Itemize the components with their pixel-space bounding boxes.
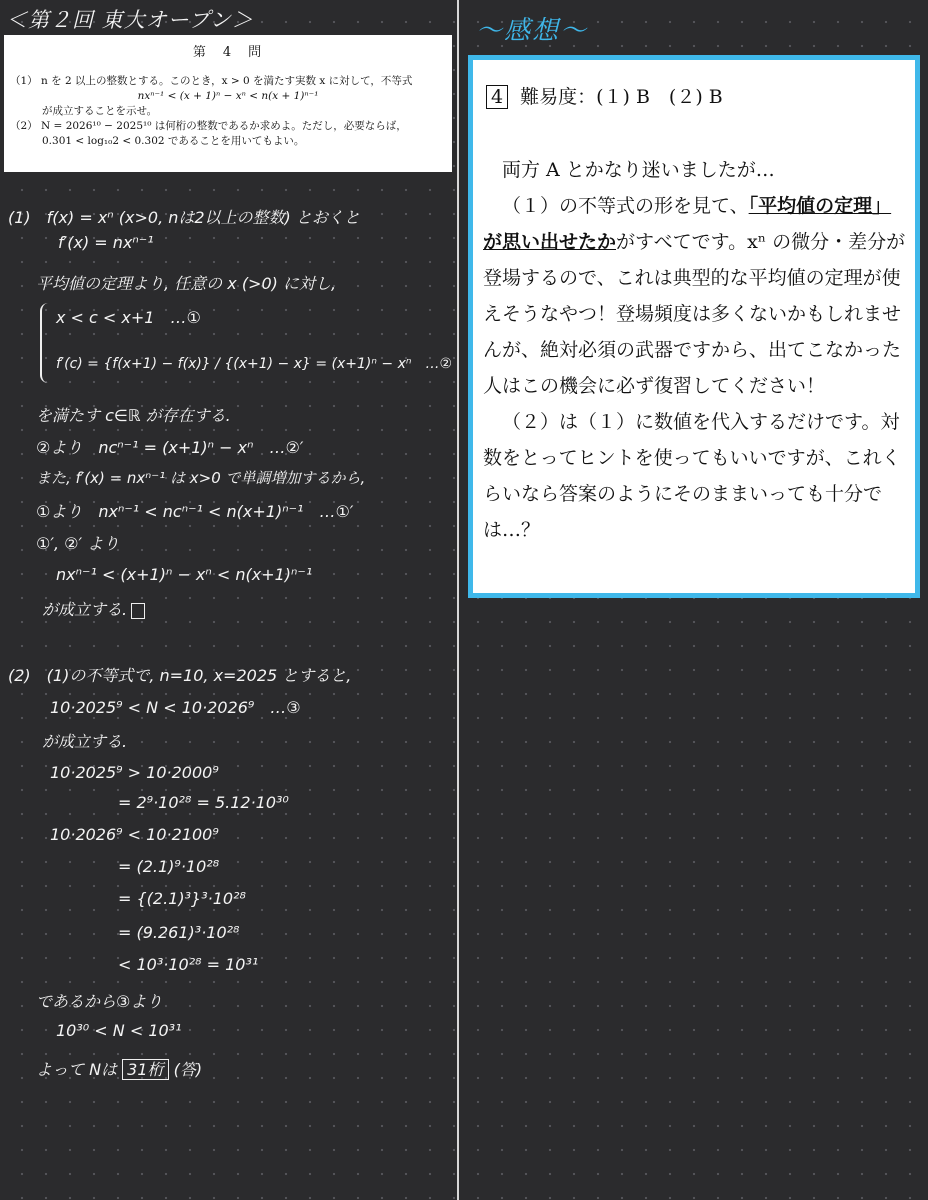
solution-line: < 10³·10²⁸ = 10³¹ bbox=[118, 955, 259, 974]
part-2-tail: 0.301 < log₁₀2 < 0.302 であることを用いてもよい。 bbox=[42, 135, 305, 147]
problem-number: 4 bbox=[486, 85, 508, 109]
solution-line: (1) f(x) = xⁿ (x>0, nは2以上の整数) とおくと bbox=[8, 208, 360, 227]
solution-line: また, f′(x) = nxⁿ⁻¹ は x>0 で単調増加するから, bbox=[36, 469, 366, 487]
impressions-paragraph: 両方 A とかなり迷いましたが… bbox=[502, 159, 775, 181]
qed-box-icon bbox=[131, 603, 145, 619]
impressions-title: 〜感想〜 bbox=[476, 16, 589, 46]
impressions-paragraph: （２）は（１）に数値を代入するだけです。対数をとってヒントを使ってもいいですが、これくらいなら答案のようにそのままいっても十分では…？ bbox=[483, 411, 901, 541]
solution-line: ②より ncⁿ⁻¹ = (x+1)ⁿ − xⁿ …②′ bbox=[36, 438, 304, 457]
solution-line: 10·2025⁹ < N < 10·2026⁹ …③ bbox=[50, 698, 301, 717]
answer-box: 31桁 bbox=[122, 1059, 168, 1080]
solution-line: を満たす c∈ℝ が存在する. bbox=[36, 406, 231, 425]
difficulty-line bbox=[486, 82, 723, 109]
solution-line: 10³⁰ < N < 10³¹ bbox=[56, 1021, 182, 1040]
difficulty-rating: 難易度：(１) B (２) B bbox=[520, 86, 723, 108]
paragraph-text: （１）の不等式の形を見て、 bbox=[502, 195, 749, 217]
problem-part-2 bbox=[10, 119, 446, 134]
key-phrase: 「平均値の定理」が思い出せたか bbox=[483, 195, 892, 253]
part-1-formula: nxⁿ⁻¹ < (x + 1)ⁿ − xⁿ < n(x + 1)ⁿ⁻¹ bbox=[137, 90, 319, 102]
solution-line: 10·2026⁹ < 10·2100⁹ bbox=[50, 825, 219, 844]
part-1-label: （1） bbox=[10, 75, 38, 87]
solution-line: = 2⁹·10²⁸ = 5.12·10³⁰ bbox=[118, 793, 289, 812]
solution-line: f′(x) = nxⁿ⁻¹ bbox=[58, 233, 154, 252]
solution-line: ①より nxⁿ⁻¹ < ncⁿ⁻¹ < n(x+1)ⁿ⁻¹ …①′ bbox=[36, 502, 354, 521]
part-1-tail: が成立することを示せ。 bbox=[42, 105, 158, 117]
solution-line: ①′, ②′ より bbox=[36, 534, 120, 553]
solution-line: x < c < x+1 …① bbox=[56, 308, 201, 327]
answer-mark: (答) bbox=[173, 1060, 203, 1079]
solution-line: が成立する. bbox=[42, 732, 128, 751]
solution-line: 10·2025⁹ > 10·2000⁹ bbox=[50, 763, 219, 782]
solution-text: よって Nは bbox=[36, 1060, 118, 1079]
solution-line: (2) (1)の不等式で, n=10, x=2025 とすると, bbox=[8, 666, 352, 685]
solution-line: = (9.261)³·10²⁸ bbox=[118, 923, 240, 942]
solution-line: = {(2.1)³}³·10²⁸ bbox=[118, 889, 246, 908]
system-brace bbox=[40, 303, 50, 383]
impressions-paragraph bbox=[483, 188, 907, 404]
solution-text: が成立する. bbox=[42, 600, 128, 619]
solution-line: nxⁿ⁻¹ < (x+1)ⁿ − xⁿ < n(x+1)ⁿ⁻¹ bbox=[56, 565, 313, 584]
impressions-box bbox=[468, 55, 920, 598]
problem-part-1 bbox=[10, 74, 446, 89]
solution-line bbox=[42, 597, 145, 620]
problem-title: 第 4 問 bbox=[192, 45, 264, 60]
final-answer-line bbox=[36, 1057, 202, 1080]
column-divider bbox=[457, 0, 459, 1200]
solution-line: f′(c) = {f(x+1) − f(x)} / {(x+1) − x} = (x+1)ⁿ − xⁿ …② bbox=[56, 356, 453, 372]
problem-statement bbox=[4, 35, 452, 172]
solution-line: であるから③より bbox=[36, 992, 163, 1011]
impressions-body bbox=[483, 152, 907, 548]
page-title: ＜第２回 東大オープン＞ bbox=[6, 8, 254, 32]
paragraph-text: がすべてです。xⁿ の微分・差分が登場するので、これは典型的な平均値の定理が使えそうなやつ！登場頻度は多くないかもしれませんが、絶対必須の武器ですから、出てこなかった人はこの機会に必ず復習してください！ bbox=[483, 231, 906, 397]
solution-line: 平均値の定理より, 任意の x (>0) に対し, bbox=[36, 274, 337, 293]
solution-line: = (2.1)⁹·10²⁸ bbox=[118, 857, 220, 876]
part-2-label: （2） bbox=[10, 120, 38, 132]
part-2-text: N = 2026¹⁰ − 2025¹⁰ は何桁の整数であるか求めよ。ただし，必要ならば， bbox=[41, 120, 407, 132]
part-1-text: n を 2 以上の整数とする。このとき，x > 0 を満たす実数 x に対して，不等式 bbox=[41, 75, 413, 87]
